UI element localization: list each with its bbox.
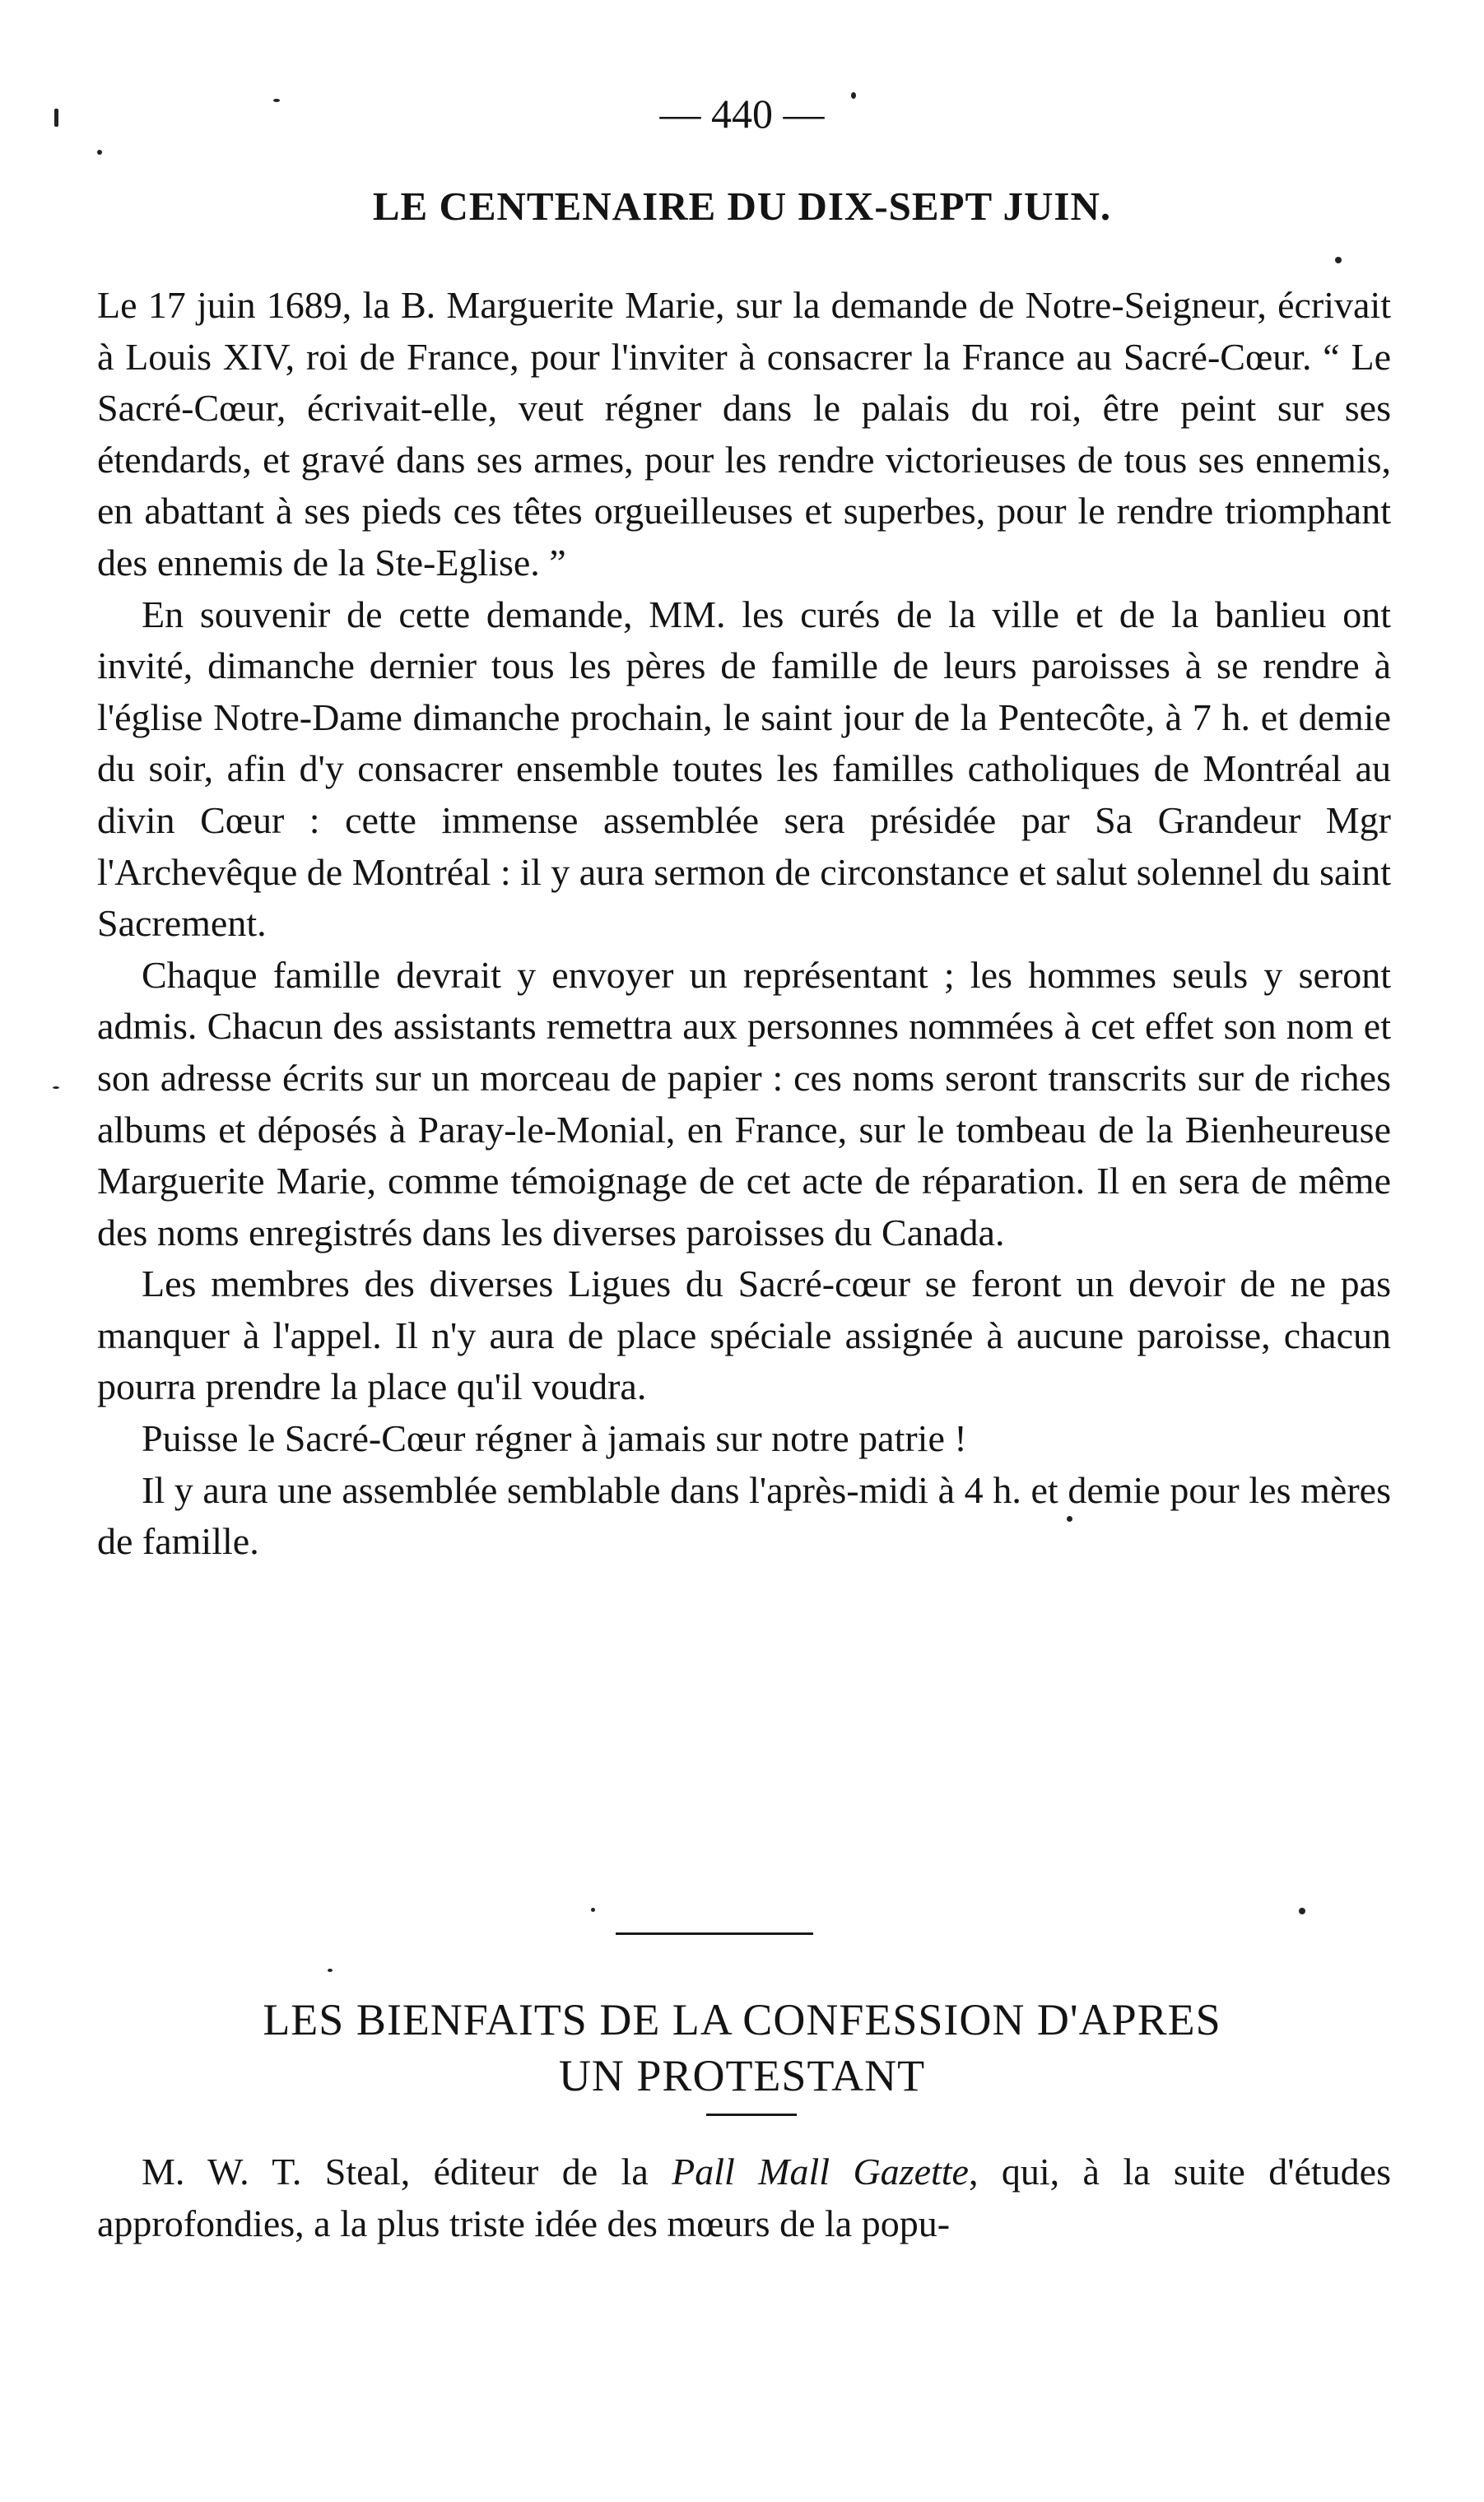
paragraph: Il y aura une assemblée semblable dans l'après-midi à 4 h. et demie pour les mères de famille. [97,1468,1391,1563]
print-speck [97,150,102,155]
print-speck [1335,257,1342,263]
print-speck [1299,1908,1305,1914]
paragraph [97,2146,1391,2249]
article-title-centenaire: LE CENTENAIRE DU DIX-SEPT JUIN. [372,184,1112,229]
article-title-line: LES BIENFAITS DE LA CONFESSION D'APRES [263,1995,1221,2044]
article-title-confession [99,1992,1385,2104]
paragraph: Le 17 juin 1689, la B. Marguerite Marie, sur la demande de Notre-Seigneur, écrivait à Louis XIV, roi de France, pour l'inviter à consacrer la France au Sacré-Cœur. “ Le Sacré-Cœur, écrivait-elle, veut régner dans le palais du roi, être peint sur ses étendards, et gravé dans ses armes, pour les rendre victorieuses de tous ses ennemis, en abattant à ses pieds ces têtes orgueilleuses et superbes, pour le rendre triomphant des ennemis de la Ste-Eglise. ” [97,284,1391,584]
paragraph: Chaque famille devrait y envoyer un représentant ; les hommes seuls y seront admis. Chacun des assistants remettra aux personnes nommées à cet effet son nom et son adresse écrits sur un morceau de papier : ces noms seront transcrits sur de riches albums et déposés à Paray-le-Monial, en France, sur le tombeau de la Bienheureuse Marguerite Marie, comme témoignage de cet acte de réparation. Il en sera de même des noms enregistrés dans les diverses paroisses du Canada. [97,953,1391,1253]
page-number: — 440 — [659,91,825,137]
intro-text-continued: , qui, à la suite d'études approfondies, a la plus triste idée des mœurs de la popu- [97,2151,1391,2244]
paragraph: En souvenir de cette demande, MM. les curés de la ville et de la banlieu ont invité, dimanche dernier tous les pères de famille de leurs paroisses à se rendre à l'église Notre-Dame dimanche prochain, le saint jour de la Pentecôte, à 7 h. et demie du soir, afin d'y consacrer ensemble toutes les familles catholiques de Montréal au divin Cœur : cette immense assemblée sera présidée par Sa Grandeur Mgr l'Archevêque de Montréal : il y aura sermon de circonstance et salut solennel du saint Sacrement. [97,593,1391,945]
section-divider [616,1932,813,1935]
paragraph: Les membres des diverses Ligues du Sacré-cœur se feront un devoir de ne pas manquer à l'appel. Il n'y aura de place spéciale assignée à aucune paroisse, chacun pourra prendre la place qu'il voudra. [97,1263,1391,1408]
print-speck [328,1969,333,1972]
title-underline [706,2114,797,2116]
article-title-line: UN PROTESTANT [558,2051,926,2100]
print-speck [53,1086,59,1089]
publication-name: Pall Mall Gazette [672,2151,969,2193]
intro-text: M. W. T. Steal, éditeur de la [142,2151,672,2193]
paragraph: Puisse le Sacré-Cœur régner à jamais sur notre patrie ! [142,1417,967,1460]
print-speck [591,1908,595,1912]
article-body-confession [97,2146,1391,2249]
article-body-centenaire [97,280,1391,1568]
